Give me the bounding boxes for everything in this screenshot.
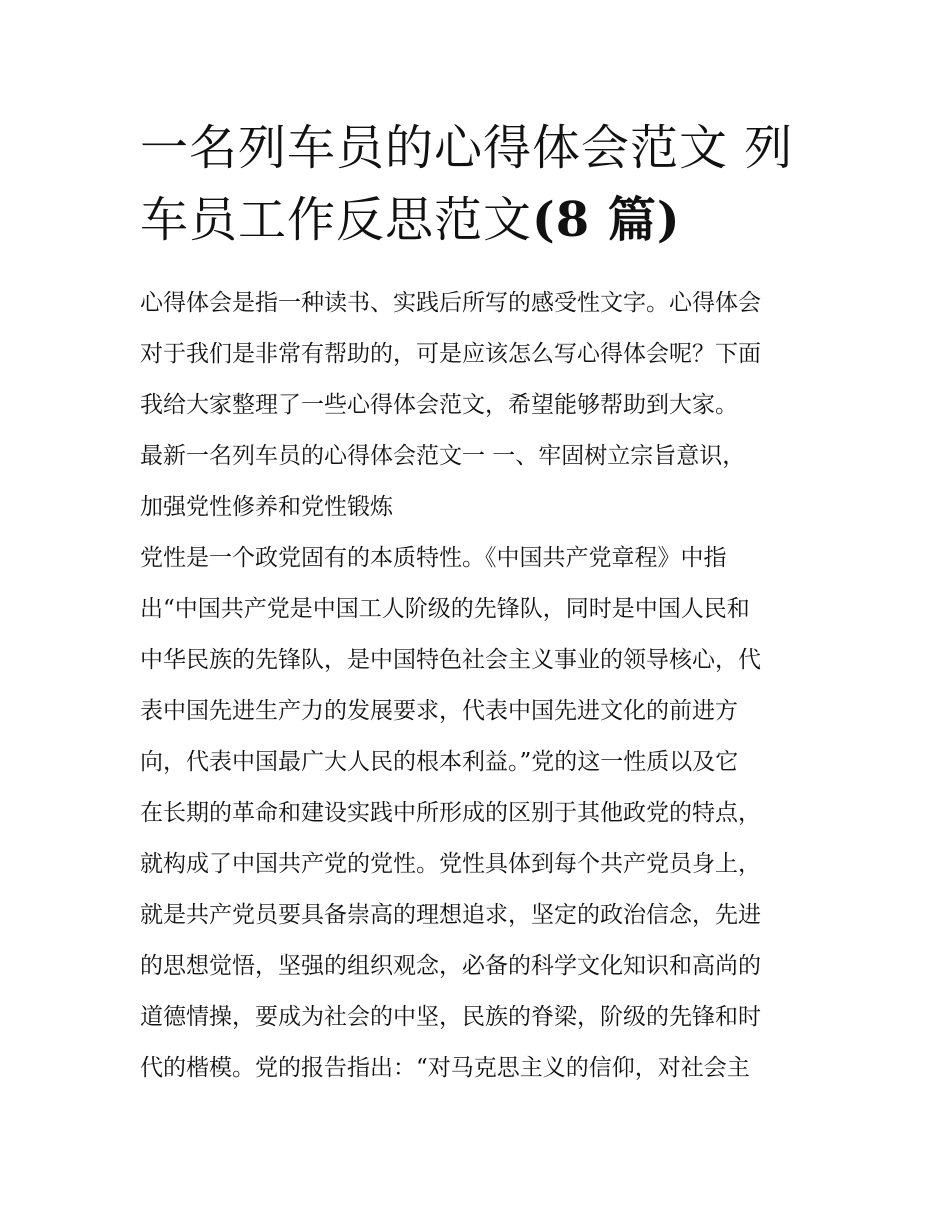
body-line: 道德情操，要成为社会的中坚，民族的脊梁，阶级的先锋和时: [140, 1004, 761, 1030]
title-line-1-text: 一名列车员的心得体会范文 列: [140, 120, 794, 176]
body-line: 党性是一个政党固有的本质特性。《中国共产党章程》中指: [140, 545, 727, 571]
body-line: 出“中国共产党是中国工人阶级的先锋队，同时是中国人民和: [140, 596, 750, 622]
body-line: 表中国先进生产力的发展要求，代表中国先进文化的前进方: [140, 698, 738, 724]
title-line-1: [140, 112, 820, 184]
body-line: 最新一名列车员的心得体会范文一 一、牢固树立宗旨意识，: [140, 443, 746, 469]
body-line: 向，代表中国最广大人民的根本利益。”党的这一性质以及它: [140, 749, 739, 775]
document-body: [140, 278, 830, 1094]
body-line: 在长期的革命和建设实践中所形成的区别于其他政党的特点，: [140, 800, 761, 826]
body-line: 就构成了中国共产党的党性。党性具体到每个共产党员身上，: [140, 851, 761, 877]
title-line-2-text: 车员工作反思范文: [140, 192, 533, 248]
body-line: 代的楷模。党的报告指出：“对马克思主义的信仰，对社会主: [140, 1055, 750, 1081]
body-line: 我给大家整理了一些心得体会范文，希望能够帮助到大家。: [140, 392, 738, 418]
title-count: (8 篇): [532, 192, 681, 248]
body-line: 的思想觉悟，坚强的组织观念，必备的科学文化知识和高尚的: [140, 953, 761, 979]
body-line: 加强党性修养和党性锻炼: [140, 494, 393, 520]
title-line-2: [140, 184, 820, 256]
body-line: 中华民族的先锋队，是中国特色社会主义事业的领导核心，代: [140, 647, 761, 673]
body-line: 对于我们是非常有帮助的，可是应该怎么写心得体会呢？下面: [140, 341, 761, 367]
document-title: [140, 112, 820, 256]
body-line: 心得体会是指一种读书、实践后所写的感受性文字。心得体会: [140, 290, 761, 316]
body-line: 就是共产党员要具备崇高的理想追求，坚定的政治信念，先进: [140, 902, 761, 928]
